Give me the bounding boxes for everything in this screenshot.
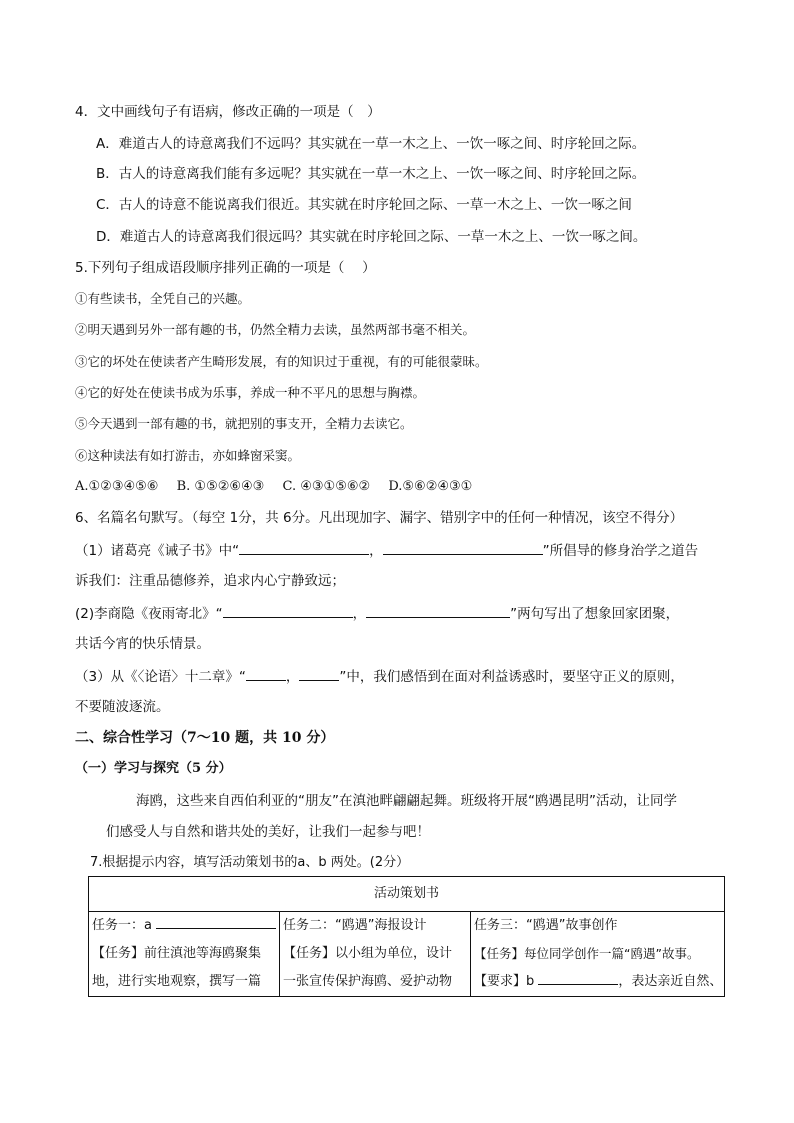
task-2-title: 任务二：“鸥遇”海报设计: [283, 918, 427, 933]
q5-sentence: ①有些读书，全凭自己的兴趣。: [75, 291, 251, 306]
q6-stem: 6、名篇名句默写。（每空 1分，共 6分。凡出现加字、漏字、错别字中的任何一种情况，该空不得分）: [75, 510, 684, 526]
q6-blank-6[interactable]: [299, 666, 339, 681]
subsection-title: （一）学习与探究（5 分）: [75, 761, 232, 776]
q5-sentence: ②明天遇到另外一部有趣的书，仍然全精力去读，虽然两部书毫不相关。: [75, 322, 476, 337]
task-1-title: 任务一：a: [92, 918, 152, 933]
task-2-cell: [280, 912, 471, 997]
q6-item2-suffix: ”两句写出了想象回家团聚，: [510, 606, 680, 622]
section-2-title: 二、综合性学习（7～10 题，共 10 分）: [75, 730, 335, 746]
table-title: 活动策划书: [89, 877, 725, 912]
q5-answer-b: B. ①⑤②⑥④③: [176, 479, 265, 494]
q6-item1-prefix: （1）诸葛亮《诫子书》中“: [75, 543, 240, 559]
q6-item2-prefix: (2)李商隐《夜雨寄北》“: [75, 606, 223, 622]
task-1-line: 【任务】前往滇池等海鸥聚集: [92, 946, 262, 961]
q5-answers: [75, 477, 472, 497]
q6-item1-separator: ，: [369, 543, 383, 559]
q6-blank-4[interactable]: [366, 603, 510, 618]
task-3-requirement-label: 【要求】b: [474, 974, 535, 989]
q6-item3-suffix: ”中，我们感悟到在面对利益诱惑时，要坚守正义的原则，: [339, 669, 684, 685]
task-2-line: 【任务】以小组为单位，设计: [283, 946, 453, 961]
q5-stem: 5.下列句子组成语段顺序排列正确的一项是（ ）: [75, 260, 376, 276]
task-3-line: 【任务】每位同学创作一篇“鸥遇”故事。: [474, 946, 700, 961]
blank-b[interactable]: [538, 970, 618, 985]
q4-option-d: D．难道古人的诗意离我们很远吗？其实就在时序轮回之际、一草一木之上、一饮一啄之间。: [96, 229, 647, 245]
q5-sentence: ③它的坏处在使读者产生畸形发展，有的知识过于重视，有的可能很蒙昧。: [75, 354, 488, 369]
activity-plan-table: [88, 876, 725, 997]
q6-item1: [75, 540, 698, 561]
q6-item1-suffix: ”所倡导的修身治学之道告: [542, 543, 699, 559]
q6-item3-prefix: （3）从《〈论语〉十二章》“: [75, 669, 246, 685]
q5-answer-c: C. ④③①⑤⑥②: [282, 479, 371, 494]
q4-option-b: B．古人的诗意离我们能有多远呢？其实就在一草一木之上、一饮一啄之间、时序轮回之际。: [96, 166, 646, 182]
q5-sentence: ⑥这种读法有如打游击，亦如蜂窗采窦。: [75, 448, 301, 463]
q6-blank-2[interactable]: [383, 540, 543, 555]
q6-blank-3[interactable]: [223, 603, 353, 618]
task-3-requirement: [474, 968, 721, 996]
q6-item2-separator: ，: [352, 606, 367, 622]
q6-item2-continuation: 共话今宵的快乐情景。: [75, 636, 210, 652]
task-1-cell: [89, 912, 280, 997]
q4-option-c: C．古人的诗意不能说离我们很近。其实就在时序轮回之际、一草一木之上、一饮一啄之间: [96, 197, 632, 213]
q4-option-a: A．难道古人的诗意离我们不远吗？其实就在一草一木之上、一饮一啄之间、时序轮回之际。: [96, 136, 646, 152]
q7-stem: 7.根据提示内容，填写活动策划书的a、b 两处。(2分）: [90, 855, 410, 870]
blank-a[interactable]: [156, 914, 276, 929]
q5-answer-d: D.⑤⑥②④③①: [388, 479, 473, 494]
q4-stem: 4．文中画线句子有语病，修改正确的一项是（ ）: [75, 104, 381, 120]
task-1-line: 地，进行实地观察，撰写一篇: [92, 974, 262, 989]
q6-item3-continuation: 不要随波逐流。: [75, 699, 170, 715]
q6-blank-1[interactable]: [239, 540, 369, 555]
intro-paragraph-line-1: 海鸥，这些来自西伯利亚的“朋友”在滇池畔翩翩起舞。班级将开展“鸥遇昆明”活动，让同学: [136, 793, 677, 809]
task-3-cell: [471, 912, 725, 997]
task-3-requirement-text: ，表达亲近自然、: [618, 974, 723, 989]
task-3-title: 任务三：“鸥遇”故事创作: [474, 918, 618, 933]
q6-item1-continuation: 诉我们：注重品德修养，追求内心宁静致远；: [75, 573, 345, 589]
q5-sentence: ④它的好处在使读书成为乐事，养成一种不平凡的思想与胸襟。: [75, 385, 426, 400]
q6-item3-separator: ，: [285, 669, 300, 685]
task-1-heading: [92, 912, 276, 940]
q6-blank-5[interactable]: [246, 666, 286, 681]
intro-paragraph-line-2: 们感受人与自然和谐共处的美好，让我们一起参与吧！: [106, 824, 430, 840]
q6-item3: [75, 666, 684, 687]
q6-item2: [75, 603, 679, 624]
task-2-line: 一张宣传保护海鸥、爱护动物: [283, 974, 453, 989]
q5-answer-a: A.①②③④⑤⑥: [75, 479, 159, 494]
q5-sentence: ⑤今天遇到一部有趣的书，就把别的事支开，全精力去读它。: [75, 416, 413, 431]
